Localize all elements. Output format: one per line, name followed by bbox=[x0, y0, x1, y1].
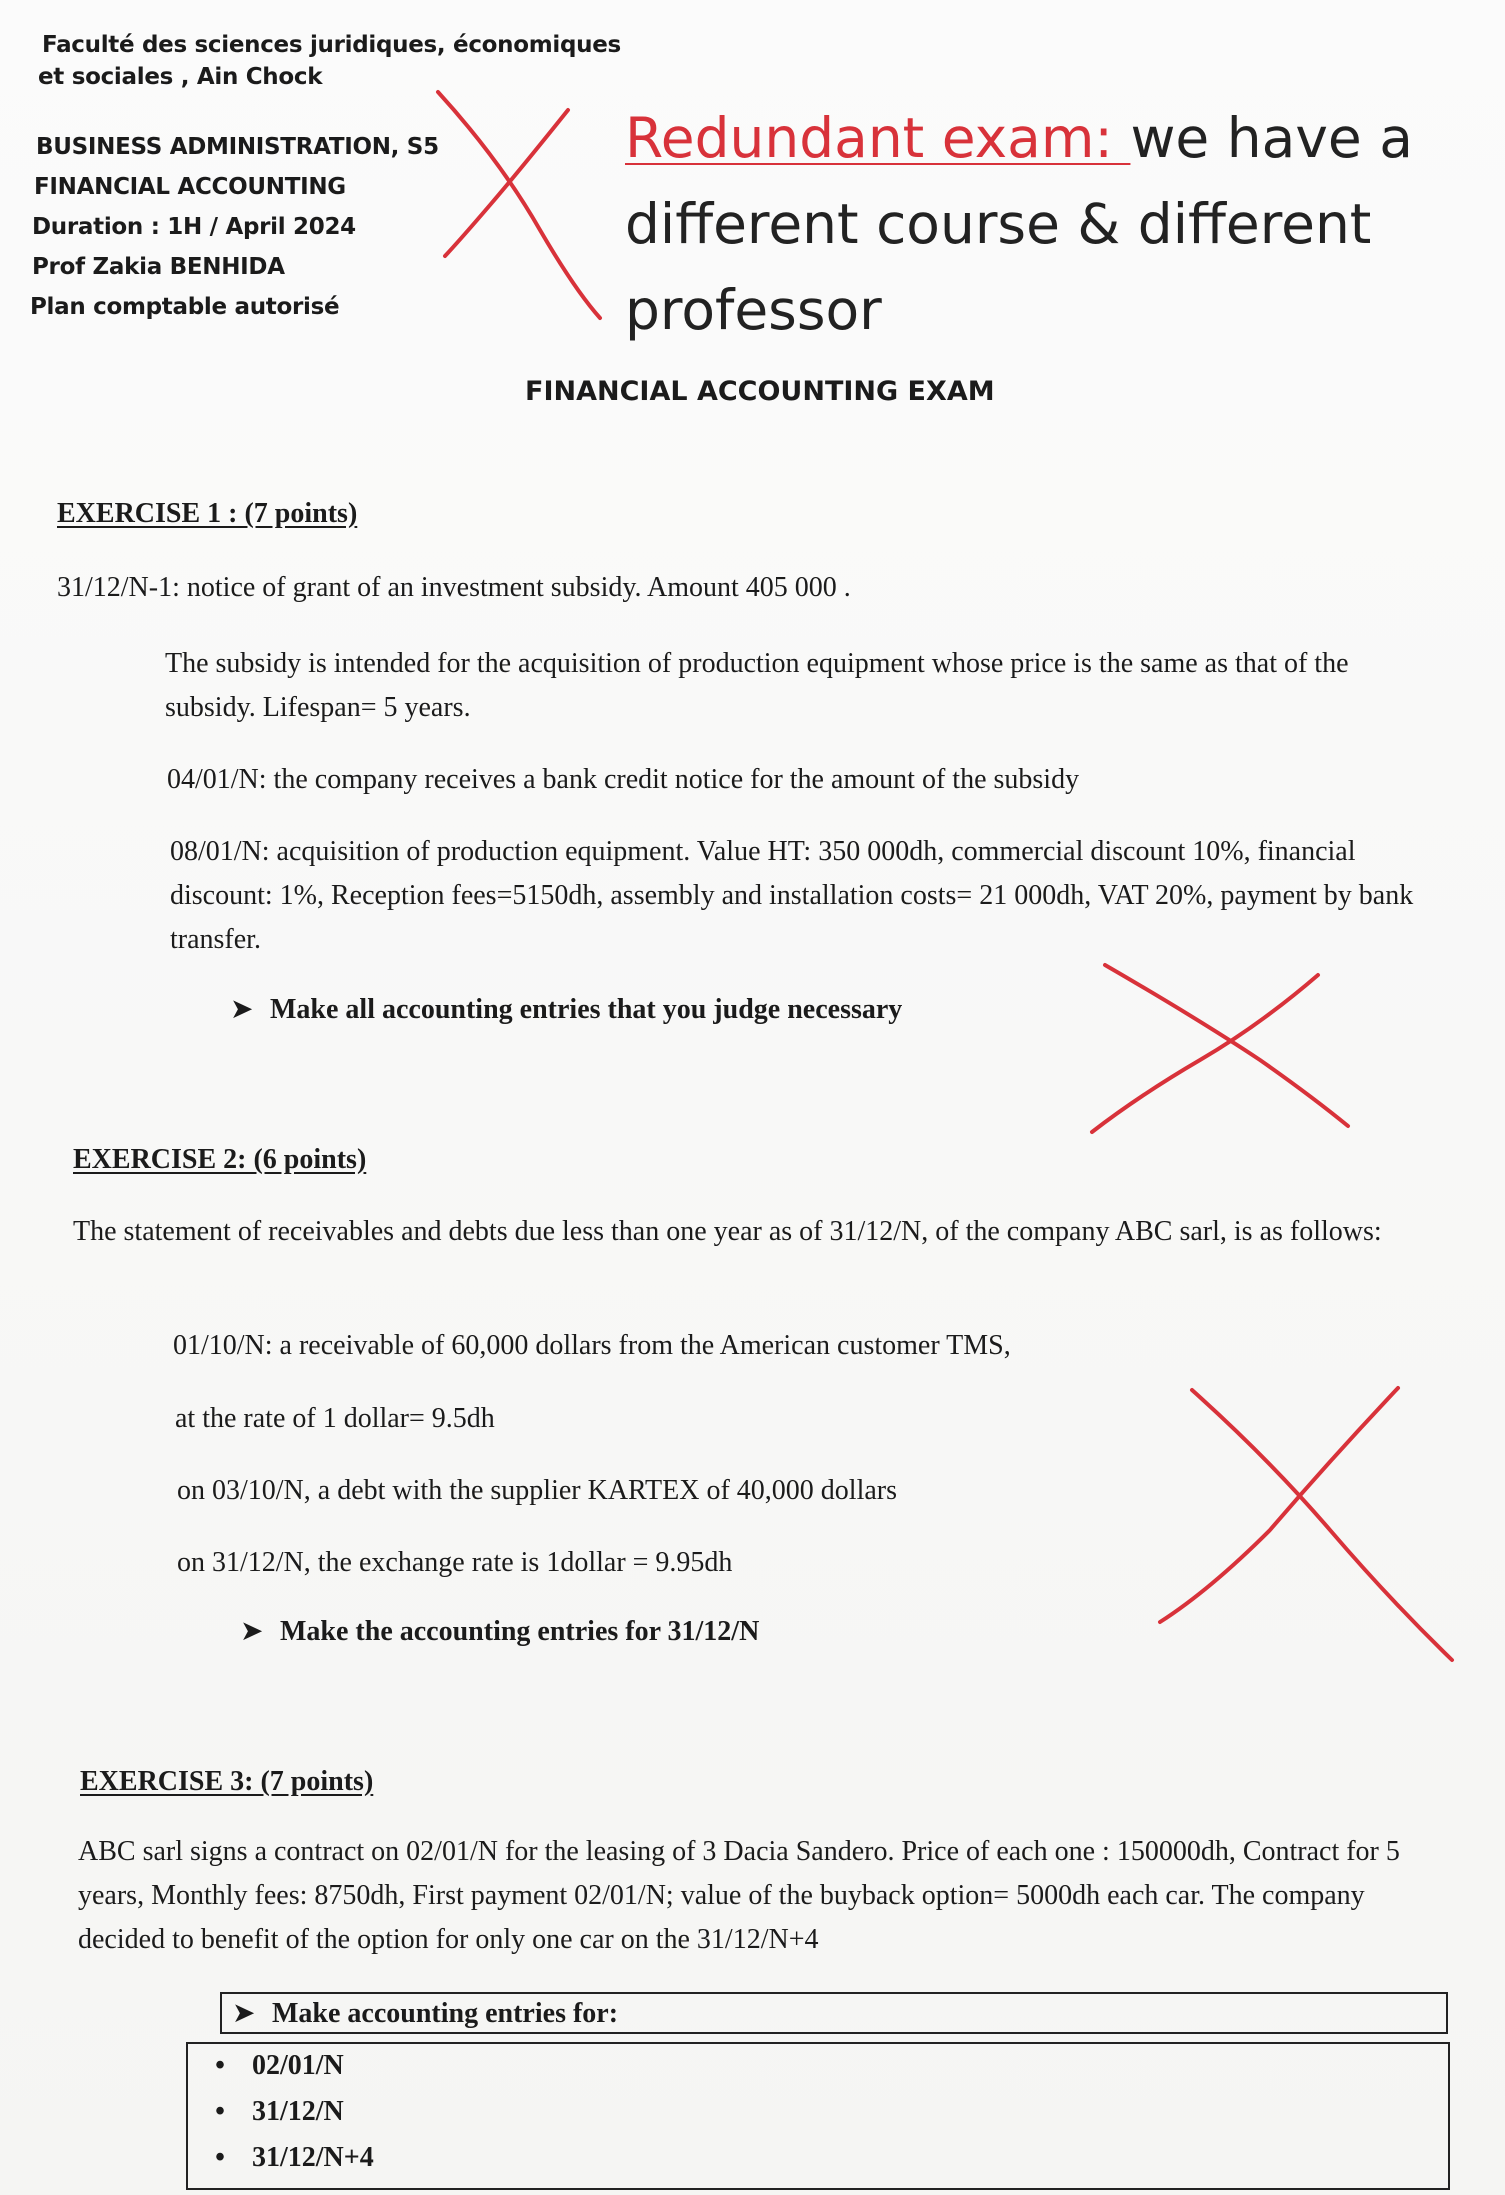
cross-mark-ex2-stroke-2 bbox=[1160, 1388, 1398, 1622]
exercise-2-title: EXERCISE 2: (6 points) bbox=[73, 1144, 367, 1175]
exercise-3-task bbox=[232, 1996, 618, 2030]
program-name: BUSINESS ADMINISTRATION, S5 bbox=[36, 134, 439, 160]
faculty-line-1: Faculté des sciences juridiques, économiques bbox=[42, 32, 621, 58]
cross-mark-ex2-stroke-1 bbox=[1192, 1390, 1452, 1660]
arrow-icon: ➤ bbox=[240, 1616, 264, 1647]
professor-name: Prof Zakia BENHIDA bbox=[32, 254, 285, 280]
list-item bbox=[188, 2050, 344, 2082]
cross-mark-exercise-1 bbox=[1092, 965, 1348, 1132]
cross-mark-exercise-2 bbox=[1160, 1388, 1452, 1660]
exercise-2-line-4: on 31/12/N, the exchange rate is 1dollar = 9.95dh bbox=[177, 1547, 733, 1578]
exercise-2-line-3: on 03/10/N, a debt with the supplier KARTEX of 40,000 dollars bbox=[177, 1475, 898, 1506]
redundant-exam-note bbox=[625, 95, 1455, 353]
note-prefix: Redundant exam: bbox=[625, 106, 1131, 170]
bullet-icon: • bbox=[215, 2096, 225, 2127]
cross-mark-header-stroke-2 bbox=[445, 110, 568, 256]
exercise-2-line-2: at the rate of 1 dollar= 9.5dh bbox=[175, 1403, 495, 1434]
arrow-icon: ➤ bbox=[230, 994, 254, 1025]
list-item bbox=[188, 2142, 374, 2174]
exercise-1-line-1: 31/12/N-1: notice of grant of an investment subsidy. Amount 405 000 . bbox=[57, 572, 851, 603]
exercise-3-task-box bbox=[220, 1992, 1448, 2034]
plan-note: Plan comptable autorisé bbox=[30, 294, 340, 320]
date-item-2: 31/12/N bbox=[252, 2096, 344, 2127]
exercise-3-dates-box bbox=[186, 2042, 1450, 2190]
exercise-1-para-1: The subsidy is intended for the acquisition of production equipment whose price is the same as that of the subsidy. Lifespan= 5 years. bbox=[165, 648, 1349, 723]
exercise-1-para-3: 08/01/N: acquisition of production equipment. Value HT: 350 000dh, commercial discount 10%, financial discount: 1%, Reception fees=5150dh, assembly and installation costs= 21 000dh, VAT 20%, payment by bank transfer. bbox=[170, 836, 1414, 955]
exercise-3-task-text: Make accounting entries for: bbox=[272, 1998, 619, 2029]
exam-title: FINANCIAL ACCOUNTING EXAM bbox=[525, 376, 995, 407]
exercise-1-para-2: 04/01/N: the company receives a bank credit notice for the amount of the subsidy bbox=[167, 764, 1080, 795]
exercise-2-line-1: 01/10/N: a receivable of 60,000 dollars from the American customer TMS, bbox=[173, 1330, 1011, 1361]
cross-mark-header bbox=[438, 92, 600, 318]
exercise-3-para: ABC sarl signs a contract on 02/01/N for the leasing of 3 Dacia Sandero. Price of each one : 150000dh, Contract for 5 years, Monthly fees: 8750dh, First payment 02/01/N; value of the buyback option= 5000dh each car. The company decided to benefit of the option for only one car on the 31/12/N+4 bbox=[78, 1836, 1400, 1955]
exam-duration: Duration : 1H / April 2024 bbox=[32, 214, 356, 240]
exercise-1-task-text: Make all accounting entries that you judge necessary bbox=[270, 994, 903, 1025]
bullet-icon: • bbox=[215, 2142, 225, 2173]
list-item bbox=[188, 2096, 344, 2128]
bullet-icon: • bbox=[215, 2050, 225, 2081]
exercise-2-task bbox=[240, 1614, 759, 1648]
date-item-1: 02/01/N bbox=[252, 2050, 344, 2081]
cross-mark-ex1-stroke-2 bbox=[1092, 975, 1318, 1132]
cross-mark-header-stroke-1 bbox=[438, 92, 600, 318]
exercise-2-intro: The statement of receivables and debts due less than one year as of 31/12/N, of the company ABC sarl, is as follows: bbox=[73, 1216, 1382, 1247]
exercise-2-task-text: Make the accounting entries for 31/12/N bbox=[280, 1616, 760, 1647]
exercise-3-title: EXERCISE 3: (7 points) bbox=[80, 1766, 374, 1797]
exercise-1-title: EXERCISE 1 : (7 points) bbox=[57, 498, 358, 529]
arrow-icon: ➤ bbox=[232, 1998, 256, 2029]
course-name: FINANCIAL ACCOUNTING bbox=[34, 174, 346, 200]
faculty-line-2: et sociales , Ain Chock bbox=[38, 64, 323, 90]
date-item-3: 31/12/N+4 bbox=[252, 2142, 374, 2173]
cross-mark-ex1-stroke-1 bbox=[1105, 965, 1348, 1126]
exercise-1-task bbox=[230, 992, 902, 1026]
note-text: we have a different course & different professor bbox=[625, 106, 1413, 342]
